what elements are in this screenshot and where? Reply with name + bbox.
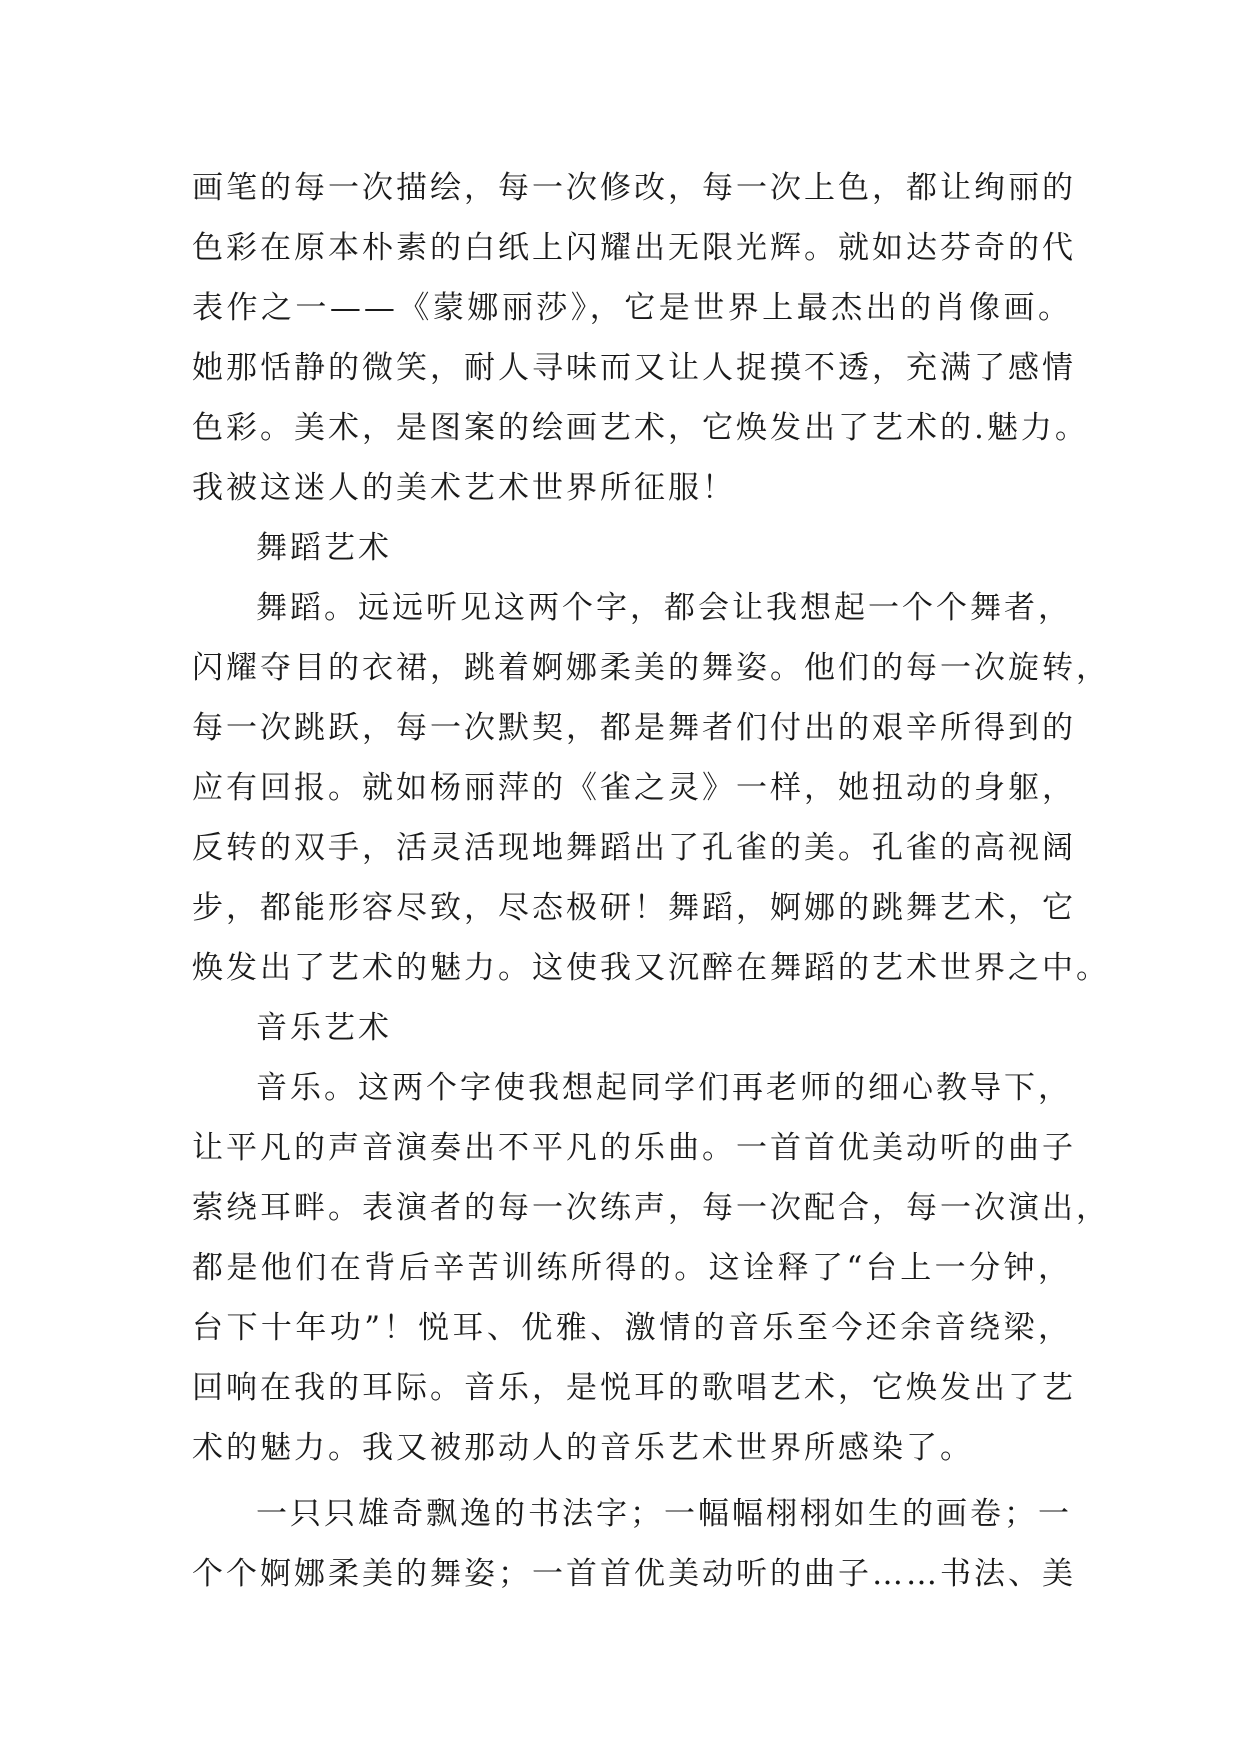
text-line: 我被这迷人的美术艺术世界所征服！ — [192, 470, 736, 506]
text-line: 画笔的每一次描绘，每一次修改，每一次上色，都让绚丽的 — [192, 170, 1076, 206]
text-line: 闪耀夺目的衣裙，跳着婀娜柔美的舞姿。他们的每一次旋转， — [192, 650, 1110, 686]
text-line: 反转的双手，活灵活现地舞蹈出了孔雀的美。孔雀的高视阔 — [192, 830, 1076, 866]
text-line: 色彩。美术，是图案的绘画艺术，它焕发出了艺术的.魅力。 — [192, 410, 1089, 446]
text-line: 表作之一——《蒙娜丽莎》，它是世界上最杰出的肖像画。 — [192, 290, 1072, 326]
section-heading-music: 音乐艺术 — [256, 1010, 392, 1046]
text-line: 台下十年功”！悦耳、优雅、激情的音乐至今还余音绕梁， — [192, 1310, 1072, 1346]
text-line: 舞蹈。远远听见这两个字，都会让我想起一个个舞者， — [256, 590, 1072, 626]
text-line: 让平凡的声音演奏出不平凡的乐曲。一首首优美动听的曲子 — [192, 1130, 1076, 1166]
text-line: 回响在我的耳际。音乐，是悦耳的歌唱艺术，它焕发出了艺 — [192, 1370, 1076, 1406]
text-line: 一只只雄奇飘逸的书法字；一幅幅栩栩如生的画卷；一 — [256, 1496, 1072, 1532]
text-line: 步，都能形容尽致，尽态极研！舞蹈，婀娜的跳舞艺术，它 — [192, 890, 1076, 926]
text-line: 应有回报。就如杨丽萍的《雀之灵》一样，她扭动的身躯， — [192, 770, 1076, 806]
text-line: 术的魅力。我又被那动人的音乐艺术世界所感染了。 — [192, 1430, 974, 1466]
section-heading-dance: 舞蹈艺术 — [256, 530, 392, 566]
text-line: 焕发出了艺术的魅力。这使我又沉醉在舞蹈的艺术世界之中。 — [192, 950, 1110, 986]
text-line: 个个婀娜柔美的舞姿；一首首优美动听的曲子……书法、美 — [192, 1556, 1076, 1592]
text-line: 每一次跳跃，每一次默契，都是舞者们付出的艰辛所得到的 — [192, 710, 1076, 746]
text-line: 音乐。这两个字使我想起同学们再老师的细心教导下， — [256, 1070, 1072, 1106]
body-text — [192, 158, 1110, 1604]
text-line: 都是他们在背后辛苦训练所得的。这诠释了“台上一分钟， — [192, 1250, 1072, 1286]
text-line: 色彩在原本朴素的白纸上闪耀出无限光辉。就如达芬奇的代 — [192, 230, 1076, 266]
text-line: 她那恬静的微笑，耐人寻味而又让人捉摸不透，充满了感情 — [192, 350, 1076, 386]
text-line: 萦绕耳畔。表演者的每一次练声，每一次配合，每一次演出， — [192, 1190, 1110, 1226]
